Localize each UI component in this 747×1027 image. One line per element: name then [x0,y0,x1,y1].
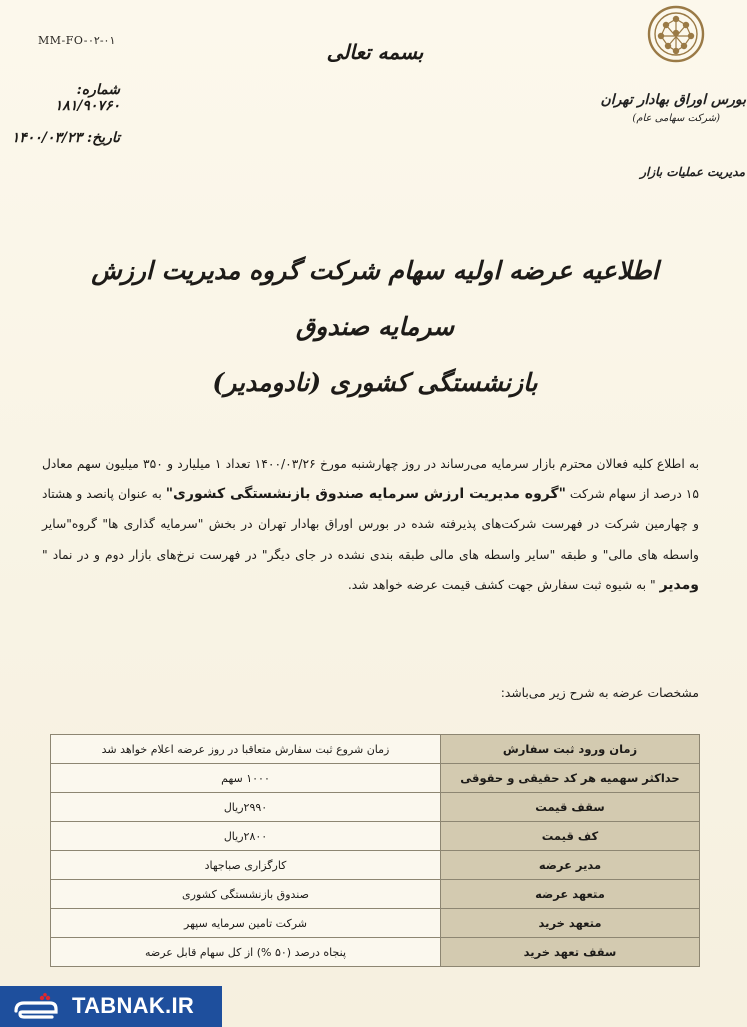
ticker-symbol: ومدیر [659,576,699,593]
announcement-title [60,243,690,411]
table-row [51,735,700,764]
spec-key: حداکثر سهمیه هر کد حقیقی و حقوقی [441,764,700,793]
letter-number: شماره: ۱۸۱/۹۰۷۶۰ [54,82,120,114]
spec-key: سقف تعهد خرید [441,938,700,967]
spec-value: زمان شروع ثبت سفارش متعاقبا در روز عرضه اعلام خواهد شد [51,735,441,764]
form-code: MM-FO-۰۲-۰۱ [38,34,116,47]
spec-key: مدیر عرضه [441,851,700,880]
body-part-2: به عنوان پانصد و هشتاد و چهارمین شرکت در فهرست شرکت‌های پذیرفته شده در بورس اوراق بهادار تهران در بخش "سرمایه گذاری ها" گروه"سایر واسطه های مالی" و طبقه "سایر واسطه های مالی طبقه بندی نشده در جای دیگر" در فهرست نرخ‌های بازار دوم و در نماد " [42,487,699,562]
title-line-2: بازنشستگی کشوری (نادومدیر) [212,368,538,397]
table-row [51,822,700,851]
spec-value: ۲۹۹۰ریال [51,793,441,822]
tabnak-logo-icon [12,993,60,1021]
table-row [51,851,700,880]
letter-date: تاریخ: ۱۴۰۰/۰۳/۲۳ [11,130,120,146]
org-name: بورس اوراق بهادار تهران [600,92,746,108]
company-name: "گروه مدیریت ارزش سرمایه صندوق بازنشستگی کشوری" [165,486,566,503]
spec-key: کف قیمت [441,822,700,851]
table-row [51,793,700,822]
body-part-1: به اطلاع کلیه فعالان محترم بازار سرمایه می‌رساند در روز چهارشنبه مورخ ۱۴۰۰/۰۳/۲۶ تعداد ۱ میلیارد و ۳۵۰ میلیون سهم معادل ۱۵ درصد از سهام شرکت [42,457,700,502]
spec-value: ۱۰۰۰ سهم [51,764,441,793]
spec-value: کارگزاری صباجهاد [51,851,441,880]
department: مدیریت عملیات بازار [640,165,745,179]
spec-value: صندوق بازنشستگی کشوری [51,880,441,909]
table-row [51,938,700,967]
announcement-body [42,449,699,600]
watermark-text: TABNAK.IR [72,993,195,1018]
spec-key: متعهد خرید [441,909,700,938]
table-row [51,909,700,938]
table-row [51,764,700,793]
tse-logo-icon [646,4,706,66]
spec-key: زمان ورود ثبت سفارش [441,735,700,764]
offer-specs-table [50,734,700,967]
spec-key: سقف قیمت [441,793,700,822]
spec-value: پنجاه درصد (۵۰ %) از کل سهام قابل عرضه [51,938,441,967]
body-part-3: " به شیوه ثبت سفارش جهت کشف قیمت عرضه خواهد شد. [347,577,660,592]
title-line-1: اطلاعیه عرضه اولیه سهام شرکت گروه مدیریت ارزش سرمایه صندوق [91,256,659,341]
spec-value: ۲۸۰۰ریال [51,822,441,851]
spec-intro: مشخصات عرضه به شرح زیر می‌باشد: [500,686,699,700]
table-row [51,880,700,909]
spec-key: متعهد عرضه [441,880,700,909]
org-type: (شرکت سهامی عام) [632,113,720,124]
spec-value: شرکت تامین سرمایه سپهر [51,909,441,938]
basmala: بسمه تعالی [326,40,424,64]
